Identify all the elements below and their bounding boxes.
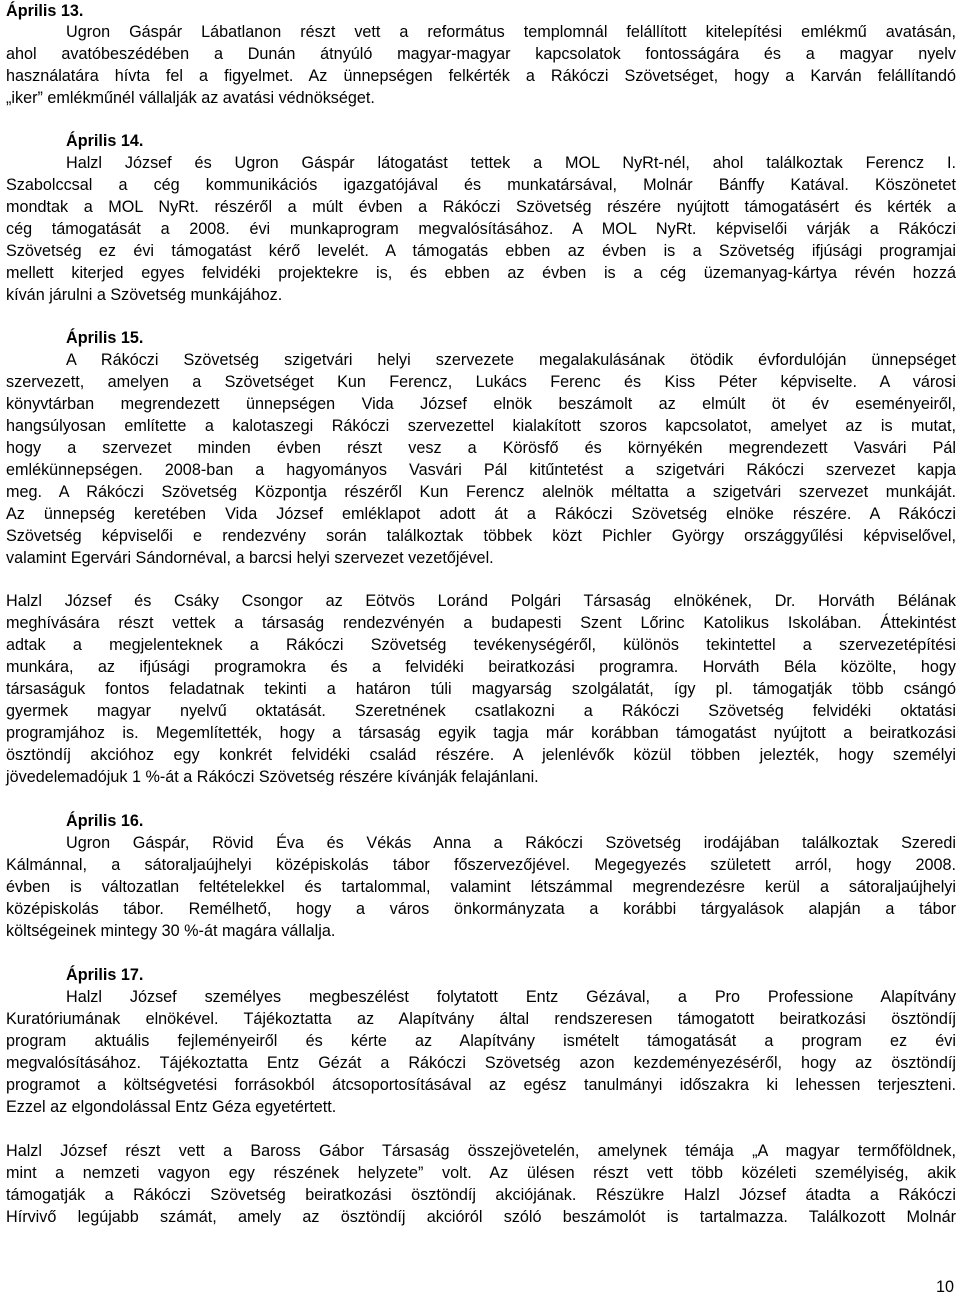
paragraph-line: Halzl József és Csáky Csongor az Eötvös Loránd Polgári Társaság elnökének, Dr. Horváth Bélának xyxy=(6,592,956,610)
section-heading: Április 17. xyxy=(66,966,144,984)
paragraph-line: mellett kiterjed egyes felvidéki projektekre is, és ebben az évben is a cég üzemanyag-kártya révén hozzá xyxy=(6,264,956,282)
paragraph-line: Ezzel az elgondolással Entz Géza egyetértett. xyxy=(6,1098,337,1116)
paragraph-line: Ugron Gáspár, Rövid Éva és Vékás Anna a Rákóczi Szövetség irodájában találkoztak Szeredi xyxy=(66,834,956,852)
paragraph-line: ahol avatóbeszédében a Dunán átnyúló magyar-magyar kapcsolatok fontosságára és a magyar nyelv xyxy=(6,45,956,63)
paragraph-line: Szövetség képviselői e rendezvény során találkoztak többek közt Pichler György országgyűlési képviselővel, xyxy=(6,527,956,545)
paragraph-line: program aktuális fejleményeiről és kérte az Alapítvány ismételt támogatását a program ez évi xyxy=(6,1032,956,1050)
paragraph-line: támogatják a Rákóczi Szövetség beiratkozási ösztöndíj akciójának. Részükre Halzl József átadta a Rákóczi xyxy=(6,1186,956,1204)
paragraph-line: adtak a megjelenteknek a Rákóczi Szövetség tevékenységéről, különös tekintettel a szervezetépítési xyxy=(6,636,956,654)
paragraph-line: költségeinek mintegy 30 %-át magára vállalja. xyxy=(6,922,336,940)
paragraph-line: mint a nemzeti vagyon egy részének helyzete” volt. Az ülésen részt vett több közéleti személyiség, akik xyxy=(6,1164,956,1182)
section-heading: Április 13. xyxy=(6,2,84,20)
paragraph-line: meg. A Rákóczi Szövetség Központja részéről Kun Ferencz alelnök méltatta a szigetvári szervezet munkáját. xyxy=(6,483,956,501)
paragraph-line: valamint Egervári Sándornéval, a barcsi helyi szervezet vezetőjével. xyxy=(6,549,494,567)
paragraph-line: ösztöndíj akcióhoz egy konkrét felvidéki család részére. A jelenlévők közül többen jelezték, hogy személyi xyxy=(6,746,956,764)
paragraph-line: cég támogatását a 2008. évi munkaprogram megvalósításához. A MOL NyRt. képviselői várják a Rákóczi xyxy=(6,220,956,238)
paragraph-line: jövedelemadójuk 1 %-át a Rákóczi Szövetség részére kívánják felajánlani. xyxy=(6,768,539,786)
paragraph-line: Kuratóriumának elnökével. Tájékoztatta az Alapítvány által rendszeresen támogatott beiratkozási ösztöndíj xyxy=(6,1010,956,1028)
paragraph-line: Ugron Gáspár Lábatlanon részt vett a református templomnál felállított kitelepítési emlékmű avatásán, xyxy=(66,23,956,41)
section-heading: Április 14. xyxy=(66,132,144,150)
paragraph-line: Szövetség ez évi támogatást kérő levelét. A támogatás ebben az évben is a Szövetség ifjúsági programjai xyxy=(6,242,956,260)
paragraph-line: „iker” emlékműnél vállalják az avatási védnökséget. xyxy=(6,89,375,107)
paragraph-line: A Rákóczi Szövetség szigetvári helyi szervezete megalakulásának ötödik évfordulóján ünnepséget xyxy=(66,351,956,369)
paragraph-line: Az ünnepség keretében Vida József emléklapot adott át a Rákóczi Szövetség elnöke részére. A Rákóczi xyxy=(6,505,956,523)
section-heading: Április 16. xyxy=(66,812,144,830)
paragraph-line: szervezett, amelyen a Szövetséget Kun Ferencz, Lukács Ferenc és Kiss Péter képviselte. A városi xyxy=(6,373,956,391)
paragraph-line: évben is változatlan feltételekkel és tartalommal, valamint létszámmal megrendezésre kerül a sátoraljaújhelyi xyxy=(6,878,956,896)
paragraph-line: programot a költségvetési forrásokból átcsoportosításával az egész tanulmányi időszakra ki lehessen terjeszteni. xyxy=(6,1076,956,1094)
paragraph-line: programjához is. Megemlítették, hogy a társaság egyik tagja már korábban támogatást nyújtott a beiratkozási xyxy=(6,724,956,742)
paragraph-line: gyermek magyar nyelvű oktatását. Szeretnének csatlakozni a Rákóczi Szövetség felvidéki oktatási xyxy=(6,702,956,720)
paragraph-line: Kálmánnal, a sátoraljaújhelyi középiskolás tábor főszervezőjével. Megegyezés született arról, hogy 2008. xyxy=(6,856,956,874)
paragraph-line: Halzl József személyes megbeszélést folytatott Entz Gézával, a Pro Professione Alapítvány xyxy=(66,988,956,1006)
paragraph-line: munkára, az ifjúsági programokra és a felvidéki beiratkozási programra. Horváth Béla közölte, hogy xyxy=(6,658,956,676)
paragraph-line: Szabolccsal a cég kommunikációs igazgatójával és munkatársával, Molnár Bánffy Katával. Köszönetet xyxy=(6,176,956,194)
paragraph-line: meghívására részt vettek a társaság rendezvényén a budapesti Szent Lőrinc Katolikus Iskolában. Áttekintést xyxy=(6,614,956,632)
paragraph-line: Halzl József részt vett a Baross Gábor Társaság összejövetelén, amelynek témája „A magyar termőföldnek, xyxy=(6,1142,956,1160)
paragraph-line: Halzl József és Ugron Gáspár látogatást tettek a MOL NyRt-nél, ahol találkoztak Ferencz I. xyxy=(66,154,956,172)
section-heading: Április 15. xyxy=(66,329,144,347)
paragraph-line: használatára hívta fel a figyelmet. Az ünnepségen felkérték a Rákóczi Szövetséget, hogy a Karván felállítandó xyxy=(6,67,956,85)
paragraph-line: kíván járulni a Szövetség munkájához. xyxy=(6,286,283,304)
paragraph-line: hangsúlyosan említette a kalotaszegi Rákóczi szervezettel kialakított szoros kapcsolatot, amelyet az is mutat, xyxy=(6,417,956,435)
paragraph-line: hogy a szervezet minden évben részt vesz a Körösfő és környékén megrendezett Vasvári Pál xyxy=(6,439,956,457)
paragraph-line: megvalósításához. Tájékoztatta Entz Gézát a Rákóczi Szövetség azon kezdeményezéséről, hogy az ösztöndíj xyxy=(6,1054,956,1072)
paragraph-line: Hírvivő legújabb számát, amely az ösztöndíj akcióról szóló beszámolót is tartalmazza. Találkozott Molnár xyxy=(6,1208,956,1226)
paragraph-line: emlékünnepségen. 2008-ban a hagyományos Vasvári Pál kitűntetést a szigetvári Rákóczi szervezet kapja xyxy=(6,461,956,479)
paragraph-line: középiskolás tábor. Remélhető, hogy a város önkormányzata a korábbi tárgyalások alapján a tábor xyxy=(6,900,956,918)
page-number: 10 xyxy=(935,1278,954,1296)
paragraph-line: könyvtárban megrendezett ünnepségen Vida József elnök beszámolt az elmúlt öt év eseményeiről, xyxy=(6,395,956,413)
paragraph-line: mondtak a MOL NyRt. részéről a múlt évben a Rákóczi Szövetség részére nyújtott támogatásért és kérték a xyxy=(6,198,956,216)
paragraph-line: társaságuk fontos feladatnak tekinti a határon túli magyarság szolgálatát, így pl. támogatják több csángó xyxy=(6,680,956,698)
